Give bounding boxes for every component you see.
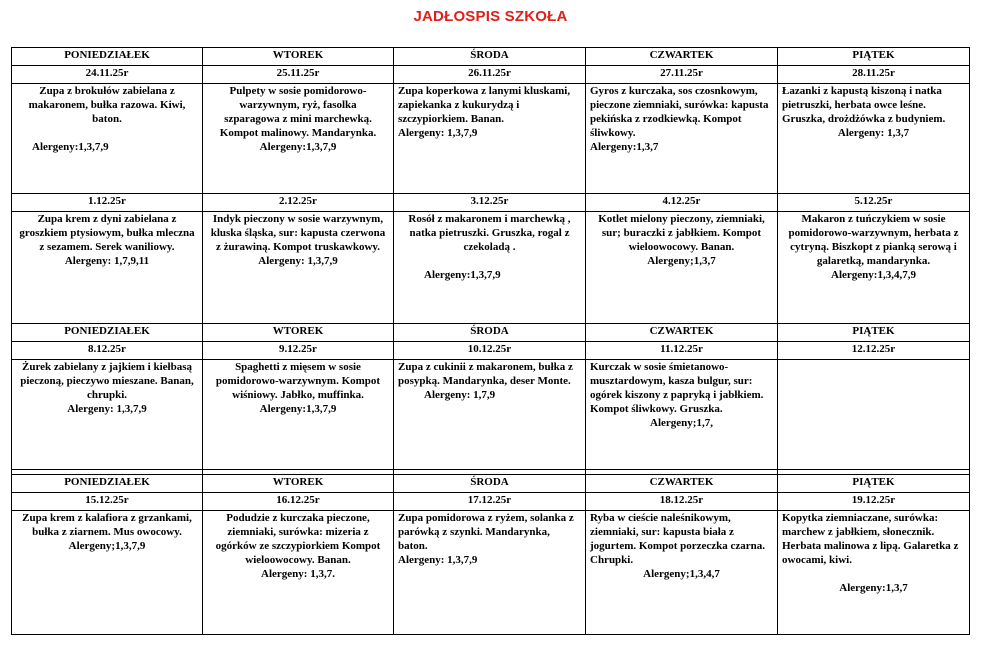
meal-cell <box>586 360 778 470</box>
meal-cell <box>586 84 778 194</box>
meal-text: Indyk pieczony w sosie warzywnym, kluska śląska, sur: kapusta czerwona z żurawiną. Kompot truskawkowy. <box>210 213 386 253</box>
allergens-text: Alergeny:1,3,7,9 <box>259 141 337 153</box>
days-header-row <box>12 475 970 493</box>
date-cell: 3.12.25r <box>394 194 586 212</box>
day-wednesday: ŚRODA <box>394 48 586 66</box>
meal-cell <box>394 511 586 635</box>
days-header-row <box>12 48 970 66</box>
meal-text: Kotlet mielony pieczony, ziemniaki, sur; buraczki z jabłkiem. Kompot wieloowocowy. Banan. <box>598 213 765 253</box>
menu-table <box>11 47 970 635</box>
allergens-text: Alergeny;1,7, <box>650 417 713 429</box>
dates-row <box>12 493 970 511</box>
meal-cell <box>778 84 970 194</box>
date-cell: 17.12.25r <box>394 493 586 511</box>
allergens-text: Alergeny: 1,7,9,11 <box>64 255 150 267</box>
day-thursday: CZWARTEK <box>586 324 778 342</box>
meal-text: Gyros z kurczaka, sos czosnkowym, pieczone ziemniaki, surówka: kapusta pekińska z rzodkiewką. Kompot śliwkowy. <box>590 85 769 139</box>
date-cell: 12.12.25r <box>778 342 970 360</box>
day-friday: PIĄTEK <box>778 475 970 493</box>
allergens-text: Alergeny: 1,3,7 <box>837 127 910 139</box>
day-tuesday: WTOREK <box>203 475 394 493</box>
day-friday: PIĄTEK <box>778 48 970 66</box>
day-monday: PONIEDZIAŁEK <box>12 475 203 493</box>
date-cell: 9.12.25r <box>203 342 394 360</box>
allergens-text: Alergeny: 1,7,9 <box>424 389 496 401</box>
allergens-text: Alergeny:1,3,7 <box>839 582 908 594</box>
date-cell: 28.11.25r <box>778 66 970 84</box>
meal-cell <box>394 360 586 470</box>
meal-text: Rosół z makaronem i marchewką , natka pietruszki. Gruszka, rogal z czekoladą . <box>408 213 571 253</box>
allergens-text: Alergeny:1,3,4,7,9 <box>831 269 916 281</box>
allergens-text: Alergeny: 1,3,7,9 <box>258 255 338 267</box>
allergens-text: Alergeny:1,3,7,9 <box>424 269 501 281</box>
day-wednesday: ŚRODA <box>394 324 586 342</box>
meal-cell <box>203 360 394 470</box>
date-cell: 15.12.25r <box>12 493 203 511</box>
allergens-text: Alergeny;1,3,7 <box>647 255 716 267</box>
date-cell: 2.12.25r <box>203 194 394 212</box>
meal-cell <box>778 511 970 635</box>
day-monday: PONIEDZIAŁEK <box>12 324 203 342</box>
date-cell: 16.12.25r <box>203 493 394 511</box>
meal-cell <box>203 84 394 194</box>
date-cell: 8.12.25r <box>12 342 203 360</box>
dates-row <box>12 66 970 84</box>
date-cell: 24.11.25r <box>12 66 203 84</box>
meal-cell-empty <box>778 360 970 470</box>
meal-text: Żurek zabielany z jajkiem i kiełbasą pieczoną, pieczywo mieszane. Banan, chrupki. <box>20 361 194 401</box>
date-cell: 27.11.25r <box>586 66 778 84</box>
meal-text: Pulpety w sosie pomidorowo-warzywnym, ryż, fasolka szparagowa z mini marchewką. Kompot malinowy. Mandarynka. <box>219 85 377 139</box>
meal-text: Podudzie z kurczaka pieczone, ziemniaki, surówka: mizeria z ogórków ze szczypiorkiem Kompot wieloowocowy. Banan. <box>215 512 381 566</box>
meal-text: Zupa pomidorowa z ryżem, solanka z parówką z szynki. Mandarynka, baton. <box>398 512 574 552</box>
meal-cell <box>203 212 394 324</box>
date-cell: 19.12.25r <box>778 493 970 511</box>
meal-text: Kurczak w sosie śmietanowo-musztardowym, kasza bulgur, sur: ogórek kiszony z papryką i jabłkiem. Kompot śliwkowy. Gruszka. <box>590 361 764 415</box>
meal-cell <box>12 212 203 324</box>
date-cell: 1.12.25r <box>12 194 203 212</box>
dates-row <box>12 194 970 212</box>
allergens-text: Alergeny: 1,3,7. <box>261 568 335 580</box>
meal-text: Makaron z tuńczykiem w sosie pomidorowo-warzywnym, herbata z cytryną. Biszkopt z pianką serową i galaretką, mandarynka. <box>788 213 959 267</box>
date-cell: 25.11.25r <box>203 66 394 84</box>
meal-cell <box>586 511 778 635</box>
meal-text: Kopytka ziemniaczane, surówka: marchew z jabłkiem, słonecznik. Herbata malinowa z lipą. Galaretka z owocami, kiwi. <box>782 512 959 566</box>
allergens-text: Alergeny;1,3,4,7 <box>643 568 720 580</box>
allergens-text: Alergeny:1,3,7,9 <box>32 141 109 153</box>
meal-cell <box>778 212 970 324</box>
day-friday: PIĄTEK <box>778 324 970 342</box>
day-wednesday: ŚRODA <box>394 475 586 493</box>
allergens-text: Alergeny:1,3,7,9 <box>259 403 337 415</box>
meal-text: Zupa z brokułów zabielana z makaronem, bułka razowa. Kiwi, baton. <box>28 85 186 125</box>
meals-row <box>12 360 970 470</box>
dates-row <box>12 342 970 360</box>
meal-text: Spaghetti z mięsem w sosie pomidorowo-warzywnym. Kompot wiśniowy. Jabłko, muffinka. <box>215 361 381 401</box>
allergens-text: Alergeny: 1,3,7,9 <box>398 127 478 139</box>
date-cell: 11.12.25r <box>586 342 778 360</box>
meal-text: Zupa krem z dyni zabielana z groszkiem ptysiowym, bułka mleczna z sezamem. Serek waniliowy. <box>19 213 195 253</box>
meal-cell <box>394 212 586 324</box>
allergens-text: Alergeny;1,3,7,9 <box>68 540 146 552</box>
meal-text: Zupa z cukinii z makaronem, bułka z posypką. Mandarynka, deser Monte. <box>398 361 573 387</box>
date-cell: 26.11.25r <box>394 66 586 84</box>
days-header-row <box>12 324 970 342</box>
day-tuesday: WTOREK <box>203 324 394 342</box>
page-title: JADŁOSPIS SZKOŁA <box>413 8 568 25</box>
allergens-text: Alergeny:1,3,7 <box>590 141 659 153</box>
meals-row <box>12 511 970 635</box>
allergens-text: Alergeny: 1,3,7,9 <box>67 403 147 415</box>
meal-cell <box>586 212 778 324</box>
day-thursday: CZWARTEK <box>586 475 778 493</box>
meal-text: Zupa koperkowa z lanymi kluskami, zapiekanka z kukurydzą i szczypiorkiem. Banan. <box>398 85 571 125</box>
date-cell: 10.12.25r <box>394 342 586 360</box>
meals-row <box>12 84 970 194</box>
date-cell: 18.12.25r <box>586 493 778 511</box>
meal-text: Zupa krem z kalafiora z grzankami, bułka z ziarnem. Mus owocowy. <box>22 512 192 538</box>
allergens-text: Alergeny: 1,3,7,9 <box>398 554 478 566</box>
meal-cell <box>12 84 203 194</box>
date-cell: 4.12.25r <box>586 194 778 212</box>
meal-cell <box>12 360 203 470</box>
meal-cell <box>203 511 394 635</box>
day-tuesday: WTOREK <box>203 48 394 66</box>
meals-row <box>12 212 970 324</box>
meal-text: Łazanki z kapustą kiszoną i natka pietruszki, herbata owce leśne. Gruszka, drożdżówka z budyniem. <box>782 85 946 125</box>
meal-text: Ryba w cieście naleśnikowym, ziemniaki, sur: kapusta biała z jogurtem. Kompot porzeczka czarna. Chrupki. <box>590 512 766 566</box>
day-thursday: CZWARTEK <box>586 48 778 66</box>
date-cell: 5.12.25r <box>778 194 970 212</box>
day-monday: PONIEDZIAŁEK <box>12 48 203 66</box>
meal-cell <box>12 511 203 635</box>
meal-cell <box>394 84 586 194</box>
